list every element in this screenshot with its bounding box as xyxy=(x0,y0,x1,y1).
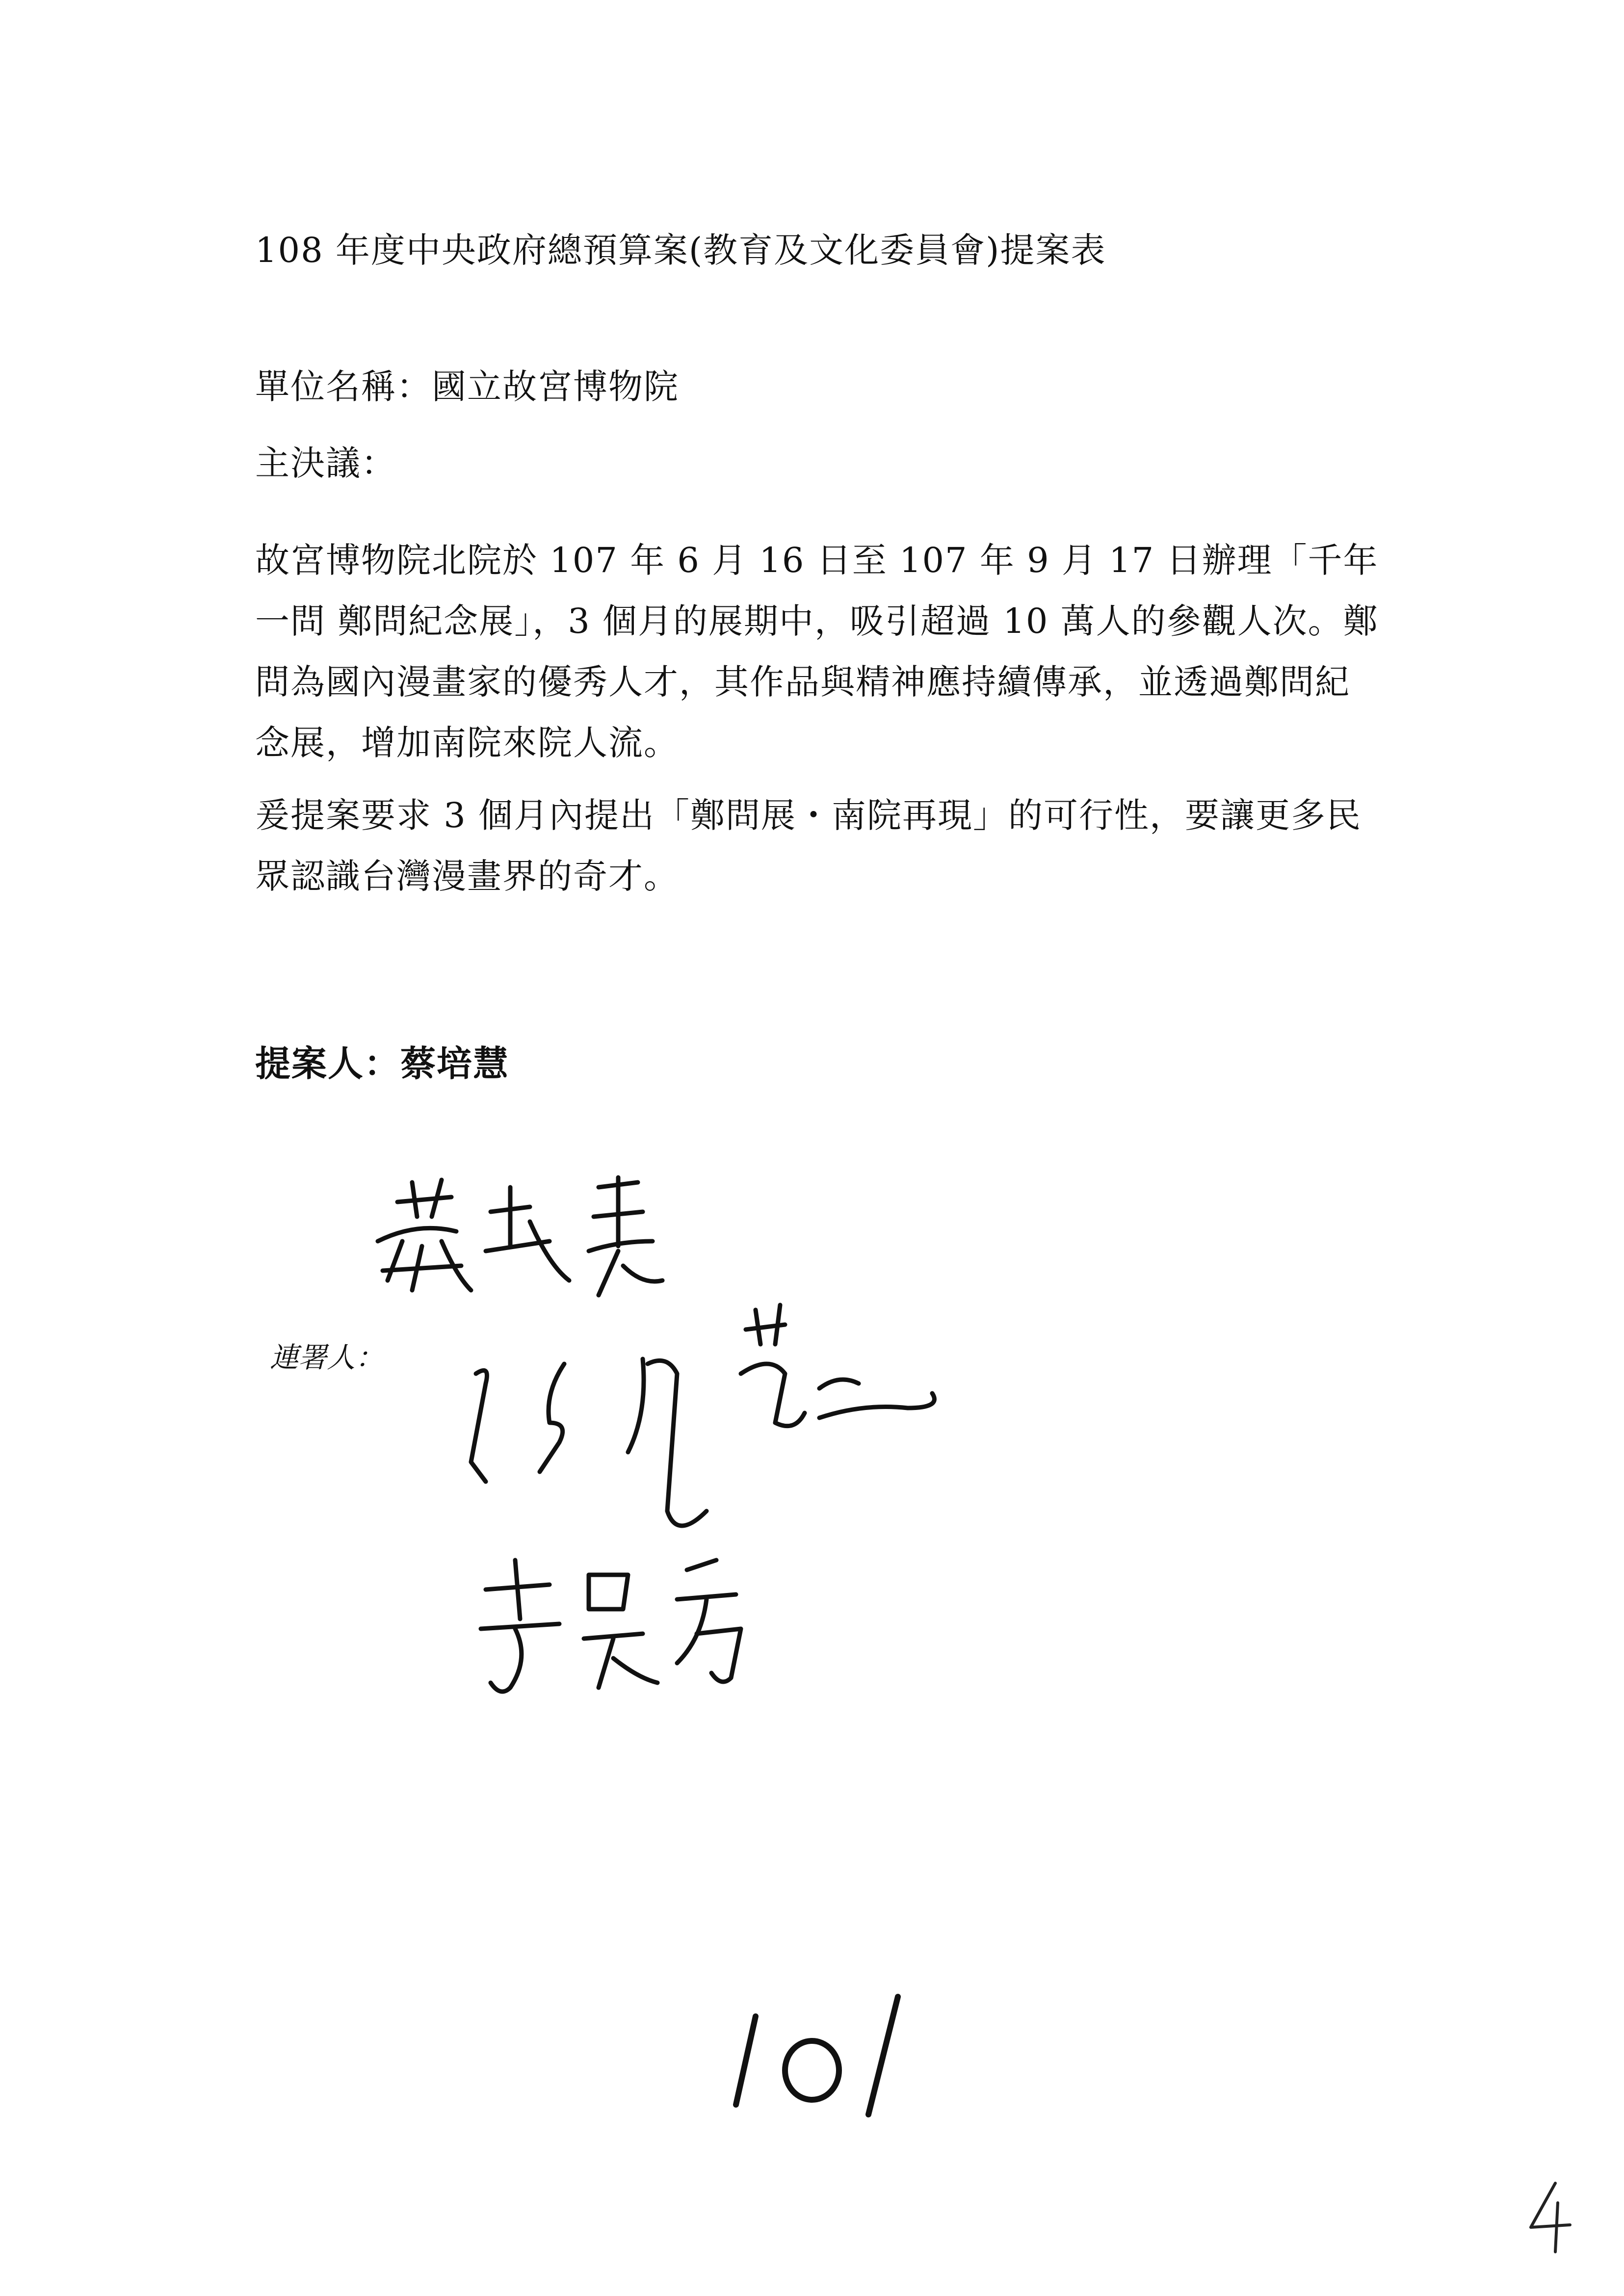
handwritten-sheet-number xyxy=(1521,2178,1580,2257)
handwritten-page-number xyxy=(707,1992,962,2119)
resolution-label: 主決議： xyxy=(255,443,396,483)
signature-1 xyxy=(378,1177,662,1295)
page-title: 108 年度中央政府總預算案(教育及文化委員會)提案表 xyxy=(255,230,1106,270)
signature-3 xyxy=(481,1560,741,1692)
proposer-line: 提案人：蔡培慧 xyxy=(255,1043,510,1084)
signature-block xyxy=(255,1168,1040,1776)
signature-2 xyxy=(471,1305,934,1526)
handwritten-signatures xyxy=(255,1168,1040,1776)
paragraph-proposal: 爰提案要求 3 個月內提出「鄭問展・南院再現」的可行性，要讓更多民眾認識台灣漫畫界的奇才。 xyxy=(255,795,1362,896)
cosigner-label: 連署人： xyxy=(270,1341,384,1374)
unit-name-line: 單位名稱：國立故宮博物院 xyxy=(255,366,679,407)
paragraph-exhibition: 故宮博物院北院於 107 年 6 月 16 日至 107 年 9 月 17 日辦理「千年一問 鄭問紀念展」，3 個月的展期中，吸引超過 10 萬人的參觀人次。鄭問為國內漫畫家的優秀人才，其作品與精神應持續傳承，並透過鄭問紀念展，增加南院來院人流。 xyxy=(255,540,1379,763)
